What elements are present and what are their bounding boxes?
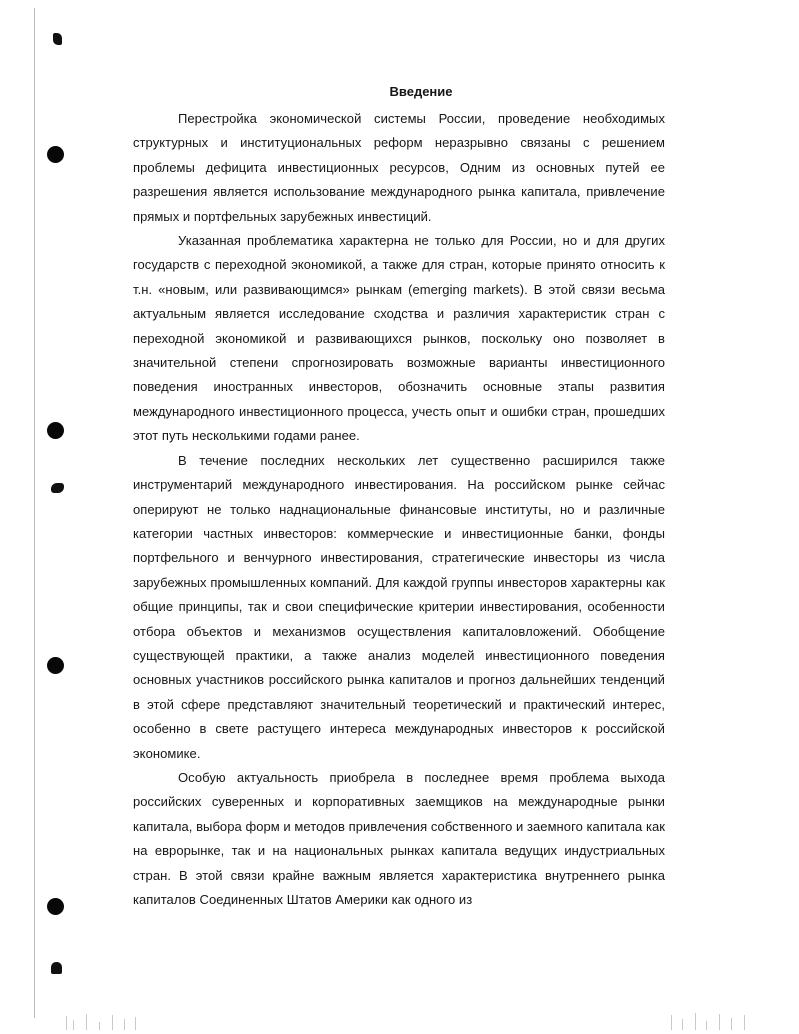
- punch-hole: [47, 422, 64, 439]
- paragraph: Указанная проблематика характерна не только для России, но и для других государств с переходной экономикой, а также для стран, которые принято относить к т.н. «новым, или развивающимся» рынкам (emerging markets). В этой связи весьма актуальным является исследование сходства и различия характеристик стран с переходной экономикой и развивающихся рынков, поскольку оно позволяет в значительной степени спрогнозировать возможные варианты инвестиционного поведения иностранных инвесторов, обозначить основные этапы развития международного инвестиционного процесса, учесть опыт и ошибки стран, прошедших этот путь несколькими годами ранее.: [133, 233, 665, 444]
- paragraph: В течение последних нескольких лет существенно расширился также инструментарий международного инвестирования. На российском рынке сейчас оперируют не только наднациональные финансовые институты, но и различные категории частных инвесторов: коммерческие и инвестиционные банки, фонды портфельного и венчурного инвестирования, стратегические инвесторы из числа зарубежных промышленных компаний. Для каждой группы инвесторов характерны как общие принципы, так и свои специфические критерии инвестирования, особенности отбора объектов и механизмов осуществления капиталовложений. Обобщение существующей практики, а также анализ моделей инвестиционного поведения основных участников российского рынка капиталов и прогноз дальнейших тенденций в этой сфере представляют значительный теоретический и практический интерес, особенно в свете растущего интереса международных инвесторов к российской экономике.: [133, 452, 665, 761]
- scan-noise-left: [64, 1012, 144, 1030]
- scan-mark-middle: [51, 483, 64, 493]
- punch-hole: [47, 146, 64, 163]
- page-title: Введение: [389, 84, 453, 99]
- scan-noise-right: [668, 1012, 758, 1030]
- paragraph: Перестройка экономической системы России, проведение необходимых структурных и институциональных реформ неразрывно связаны с решением проблемы дефицита инвестиционных ресурсов, Одним из основных путей ее разрешения является использование международного рынка капитала, привлечение прямых и портфельных зарубежных инвестиций.: [133, 111, 665, 224]
- binding-edge-line: [34, 8, 35, 1018]
- scan-mark-bottom: [51, 962, 62, 974]
- punch-hole: [47, 657, 64, 674]
- scan-mark-top: [53, 33, 62, 45]
- body-text: [133, 107, 665, 912]
- punch-hole: [47, 898, 64, 915]
- paragraph: Особую актуальность приобрела в последнее время проблема выхода российских суверенных и корпоративных заемщиков на международные рынки капитала, выбора форм и методов привлечения собственного и заемного капитала как на еврорынке, так и на национальных рынках капитала ведущих индустриальных стран. В этой связи крайне важным является характеристика внутреннего рынка капиталов Соединенных Штатов Америки как одного из: [133, 769, 665, 907]
